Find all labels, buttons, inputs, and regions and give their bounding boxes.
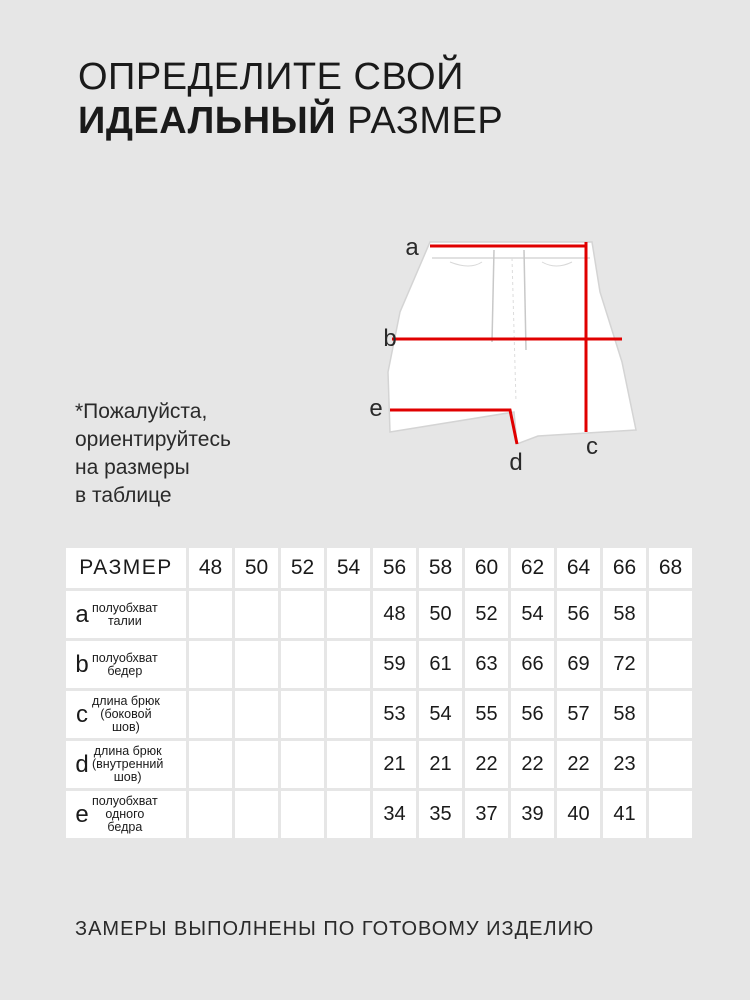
table-cell [189,691,232,738]
table-cell [235,591,278,638]
title-line-1: ОПРЕДЕЛИТЕ СВОЙ [78,56,464,98]
table-cell: 56 [511,691,554,738]
table-cell: 59 [373,641,416,688]
row-description-line: (боковой [100,707,152,721]
diagram-label-d: d [509,449,523,476]
title-bold-word: ИДЕАЛЬНЫЙ [78,100,337,142]
table-cell: 66 [511,641,554,688]
diagram-label-a: a [405,234,419,261]
table-cell: 50 [419,591,462,638]
row-letter: b [75,650,89,678]
table-cell: 35 [419,791,462,838]
size-header-label: РАЗМЕР [66,548,186,588]
size-header-cell: 50 [235,548,278,588]
row-label [66,691,186,738]
table-cell: 41 [603,791,646,838]
table-cell: 57 [557,691,600,738]
table-cell [327,691,370,738]
size-header-cell: 68 [649,548,692,588]
size-header-cell: 54 [327,548,370,588]
size-header-cell: 48 [189,548,232,588]
table-cell: 58 [603,591,646,638]
row-description-line: длина брюк [92,694,160,708]
row-description [92,652,158,678]
table-cell [189,741,232,788]
table-cell: 61 [419,641,462,688]
table-cell: 52 [465,591,508,638]
row-description [92,602,158,628]
table-row [66,641,692,688]
size-table [63,545,695,841]
size-header-cell: 58 [419,548,462,588]
row-description-line: длина брюк [93,744,162,758]
title-rest-word: РАЗМЕР [347,100,504,142]
table-cell: 23 [603,741,646,788]
table-cell [281,741,324,788]
table-cell [189,641,232,688]
size-header-row [66,548,692,588]
table-row [66,591,692,638]
row-description-line: шов) [112,720,140,734]
table-row [66,691,692,738]
size-header-cell: 64 [557,548,600,588]
table-cell [649,591,692,638]
table-cell: 40 [557,791,600,838]
row-description-line: одного [105,807,145,821]
size-header-cell: 60 [465,548,508,588]
row-label [66,741,186,788]
table-cell [281,641,324,688]
size-note [75,398,231,510]
table-cell [281,591,324,638]
note-line: ориентируйтесь [75,428,231,451]
table-cell: 34 [373,791,416,838]
table-cell [281,791,324,838]
row-label [66,641,186,688]
row-description-line: (внутренний [92,757,164,771]
table-cell [281,691,324,738]
shorts-diagram [360,222,660,492]
table-cell: 39 [511,791,554,838]
table-cell [235,691,278,738]
table-cell [327,791,370,838]
table-cell: 21 [373,741,416,788]
table-cell: 69 [557,641,600,688]
table-cell [189,791,232,838]
footer-note: ЗАМЕРЫ ВЫПОЛНЕНЫ ПО ГОТОВОМУ ИЗДЕЛИЮ [75,918,595,940]
diagram-label-e: e [369,395,383,422]
row-description [92,795,158,834]
table-cell: 53 [373,691,416,738]
row-label [66,791,186,838]
table-row [66,741,692,788]
size-header-cell: 52 [281,548,324,588]
table-cell: 63 [465,641,508,688]
table-cell: 22 [557,741,600,788]
note-line: *Пожалуйста, [75,400,208,423]
table-cell [327,591,370,638]
note-line: на размеры [75,456,190,479]
table-cell: 37 [465,791,508,838]
table-cell: 55 [465,691,508,738]
table-cell [649,641,692,688]
row-letter: d [75,750,89,778]
title-line-2 [78,99,503,143]
table-cell: 22 [511,741,554,788]
table-cell [649,741,692,788]
table-cell: 21 [419,741,462,788]
row-description-line: полуобхват [92,650,158,665]
table-cell [189,591,232,638]
table-cell: 54 [419,691,462,738]
table-row [66,791,692,838]
table-cell [327,741,370,788]
row-letter: a [75,600,89,628]
table-cell [649,791,692,838]
size-header-cell: 62 [511,548,554,588]
row-description-line: бедер [107,663,143,678]
row-description-line: бедра [107,820,143,834]
diagram-label-b: b [383,325,397,352]
table-cell [235,741,278,788]
page-title [78,55,503,143]
row-description-line: талии [107,613,142,628]
row-description [92,745,163,784]
diagram-label-c: c [586,433,598,460]
row-label [66,591,186,638]
size-header-cell: 56 [373,548,416,588]
table-cell: 58 [603,691,646,738]
table-cell [235,641,278,688]
row-description [92,695,160,734]
table-cell [327,641,370,688]
row-letter: c [76,700,88,728]
table-cell: 22 [465,741,508,788]
size-header-cell: 66 [603,548,646,588]
table-cell [649,691,692,738]
table-cell: 72 [603,641,646,688]
row-description-line: полуобхват [92,600,158,615]
table-cell: 54 [511,591,554,638]
row-description-line: шов) [113,770,142,784]
row-letter: e [75,800,89,828]
row-description-line: полуобхват [92,794,158,808]
note-line: в таблице [75,484,172,507]
table-cell [235,791,278,838]
table-cell: 48 [373,591,416,638]
table-cell: 56 [557,591,600,638]
